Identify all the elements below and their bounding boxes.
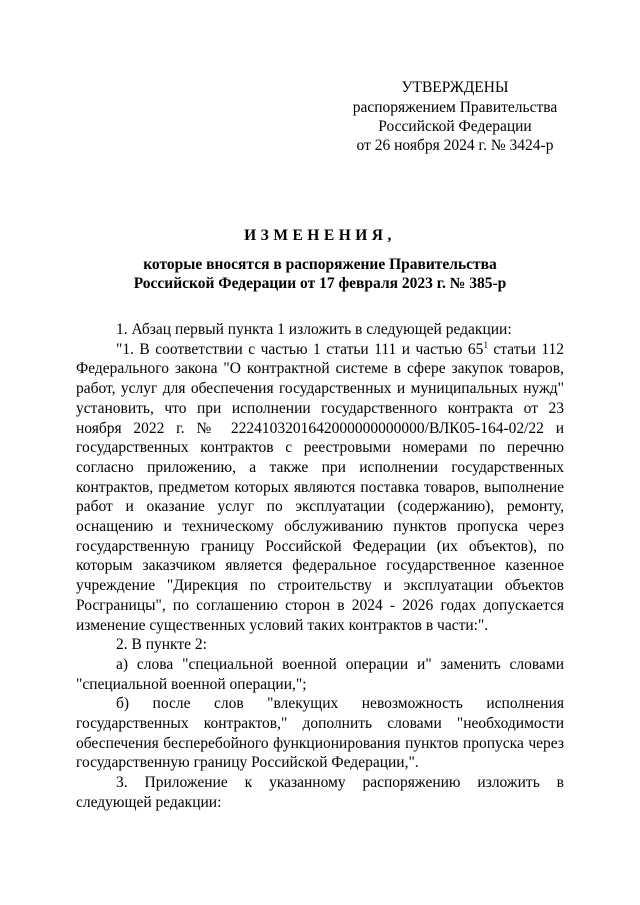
paragraph-6: 3. Приложение к указанному распоряжению изложить в следующей редакции: — [76, 774, 564, 811]
heading-title: ИЗМЕНЕНИЯ, — [244, 227, 396, 244]
paragraph-2-start: "1. В соответствии с частью 1 статьи 111 и частью 65 — [116, 340, 484, 358]
approval-block — [340, 78, 570, 155]
document-body — [76, 320, 564, 813]
approval-line-1: распоряжением Правительства — [352, 99, 558, 116]
paragraph-5: б) после слов "влекущих невозможность исполнения государственных контрактов," дополнить словами "необходимости обеспечения бесперебойного функционирования пунктов пропуска через государственную границу Российской Федерации,". — [76, 695, 564, 772]
paragraph-2 — [76, 340, 564, 636]
approval-line-3: от 26 ноября 2024 г. № 3424-р — [356, 137, 554, 154]
paragraph-4: а) слова "специальной военной операции и" заменить словами "специальной военной операции,"; — [76, 655, 564, 693]
approval-title: УТВЕРЖДЕНЫ — [401, 79, 509, 96]
document-heading — [60, 226, 580, 293]
paragraph-2-superscript: 1 — [483, 339, 488, 350]
paragraph-2-rest: статьи 112 Федерального закона "О контрактной системе в сфере закупок товаров, работ, услуг для обеспечения государственных и муниципальных нужд" установить, что при исполнении государственного контракта от 23 ноября 2022 г. № 2224103201642000000000000/ВЛК05-164-02/22 и государственных контрактов с реестровыми номерами по перечню согласно приложению, а также при исполнении государственных контрактов, предметом которых являются поставка товаров, выполнение работ и оказание услуг по эксплуатации (содержанию), ремонту, оснащению и техническому обслуживанию пунктов пропуска через государственную границу Российской Федерации (их объектов), по которым заказчиком является федеральное государственное казенное учреждение "Дирекция по строительству и эксплуатации объектов Росграницы", по соглашению сторон в 2024 - 2026 годах допускается изменение существенных условий таких контрактов в части:". — [76, 340, 564, 634]
heading-subtitle-line-2: Российской Федерации от 17 февраля 2023 г. № 385-р — [133, 275, 507, 292]
paragraph-1: 1. Абзац первый пункта 1 изложить в следующей редакции: — [116, 321, 512, 338]
heading-subtitle-line-1: которые вносятся в распоряжение Правительства — [143, 256, 497, 273]
paragraph-3: 2. В пункте 2: — [116, 636, 207, 654]
approval-line-2: Российской Федерации — [378, 118, 532, 135]
